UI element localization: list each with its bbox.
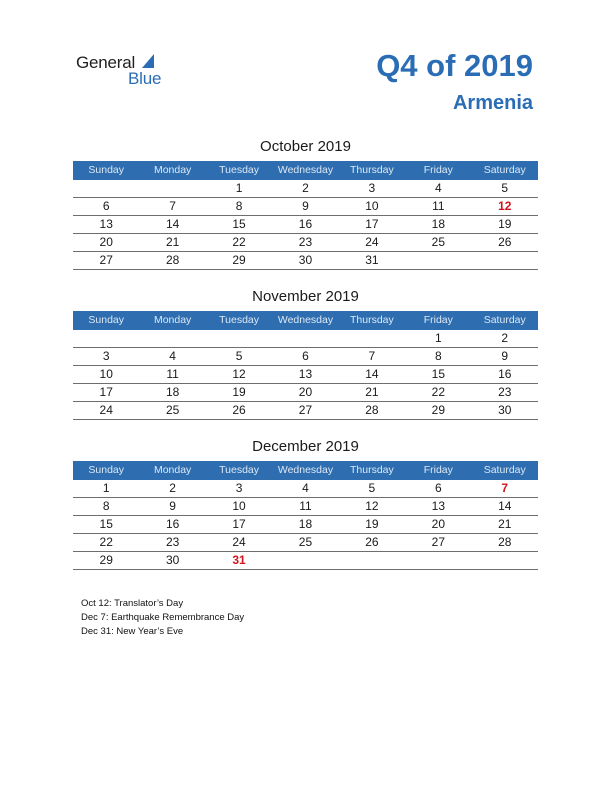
day-cell: 6 [302, 349, 309, 363]
day-cell: 23 [498, 385, 512, 399]
page-title: Q4 of 2019 [376, 48, 533, 83]
weekday-label: Sunday [88, 464, 125, 476]
calendar-december [73, 436, 538, 570]
calendar-october [73, 136, 538, 270]
week-row [73, 252, 538, 270]
day-cell: 5 [368, 481, 376, 495]
day-cell: 30 [165, 553, 180, 567]
holiday-notes [81, 597, 244, 639]
day-cell: 13 [99, 217, 113, 231]
day-cell: 16 [298, 217, 313, 231]
weekday-label: Thursday [350, 314, 394, 326]
logo-triangle-icon [142, 54, 154, 68]
day-cell: 24 [232, 535, 246, 549]
weekday-label: Wednesday [277, 314, 334, 326]
weekday-label: Friday [423, 164, 453, 176]
day-cell [339, 330, 405, 347]
day-cell [272, 330, 338, 347]
day-cell: 24 [365, 235, 379, 249]
week-row [73, 198, 538, 216]
day-cell: 29 [431, 403, 445, 417]
day-cell [73, 180, 139, 197]
day-cell [73, 330, 139, 347]
day-cell: 4 [434, 181, 442, 195]
day-cell [206, 330, 272, 347]
calendar-november [73, 286, 538, 420]
day-cell: 7 [501, 481, 509, 495]
weekday-label: Tuesday [219, 164, 259, 176]
week-row [73, 234, 538, 252]
day-cell: 10 [365, 199, 379, 213]
day-cell: 23 [298, 235, 313, 249]
day-cell: 27 [298, 403, 313, 417]
weekday-header [73, 461, 538, 480]
day-cell: 15 [232, 217, 246, 231]
day-cell: 3 [235, 481, 243, 495]
day-cell: 1 [102, 481, 110, 495]
day-cell: 7 [169, 199, 176, 213]
day-cell: 2 [302, 181, 309, 195]
logo [76, 53, 176, 89]
holiday-note: Dec 7: Earthquake Remembrance Day [81, 612, 245, 623]
day-cell: 18 [165, 385, 180, 399]
day-cell: 12 [365, 499, 379, 513]
week-row [73, 402, 538, 420]
day-cell: 28 [365, 403, 379, 417]
weeks [73, 330, 538, 420]
week-row [73, 498, 538, 516]
day-cell: 28 [165, 253, 180, 267]
weekday-label: Friday [423, 314, 453, 326]
day-cell: 20 [431, 517, 445, 531]
week-row [73, 330, 538, 348]
day-cell: 4 [302, 481, 309, 495]
week-row [73, 516, 538, 534]
day-cell: 29 [99, 553, 113, 567]
day-cell: 27 [431, 535, 445, 549]
weekday-label: Sunday [88, 164, 125, 176]
month-title: November 2019 [252, 288, 359, 305]
country-name: Armenia [452, 92, 533, 114]
day-cell: 25 [431, 235, 445, 249]
day-cell: 10 [232, 499, 246, 513]
day-cell: 16 [165, 517, 180, 531]
day-cell: 9 [501, 349, 509, 363]
day-cell [139, 180, 205, 197]
day-cell: 14 [498, 499, 512, 513]
day-cell: 20 [298, 385, 313, 399]
day-cell [405, 552, 471, 569]
weekday-label: Friday [423, 464, 453, 476]
day-cell [272, 552, 338, 569]
day-cell: 29 [232, 253, 246, 267]
day-cell: 17 [365, 217, 379, 231]
weeks [73, 480, 538, 570]
day-cell: 2 [169, 481, 176, 495]
day-cell: 22 [431, 385, 445, 399]
day-cell: 22 [232, 235, 246, 249]
day-cell [472, 552, 538, 569]
day-cell: 4 [169, 349, 176, 363]
day-cell [139, 330, 205, 347]
day-cell: 10 [99, 367, 113, 381]
day-cell [472, 252, 538, 269]
weekday-label: Wednesday [277, 164, 334, 176]
weekday-label: Thursday [350, 164, 394, 176]
day-cell: 9 [302, 199, 309, 213]
day-cell: 15 [431, 367, 445, 381]
day-cell: 3 [368, 181, 376, 195]
day-cell: 7 [368, 349, 376, 363]
day-cell: 1 [434, 331, 442, 345]
day-cell: 19 [365, 517, 379, 531]
day-cell: 19 [498, 217, 512, 231]
day-cell: 11 [432, 199, 445, 213]
weekday-label: Saturday [483, 164, 526, 176]
day-cell: 25 [165, 403, 180, 417]
week-row [73, 552, 538, 570]
week-row [73, 366, 538, 384]
weekday-label: Monday [153, 164, 192, 176]
day-cell: 31 [365, 253, 379, 267]
week-row [73, 180, 538, 198]
weekday-header [73, 311, 538, 330]
week-row [73, 384, 538, 402]
day-cell: 12 [498, 199, 512, 213]
day-cell: 17 [232, 517, 246, 531]
weekday-label: Thursday [350, 464, 394, 476]
day-cell: 5 [235, 349, 243, 363]
day-cell: 26 [365, 535, 379, 549]
day-cell: 11 [166, 367, 179, 381]
day-cell: 18 [431, 217, 445, 231]
day-cell: 3 [102, 349, 110, 363]
day-cell: 22 [99, 535, 113, 549]
day-cell: 9 [169, 499, 176, 513]
day-cell: 15 [99, 517, 113, 531]
day-cell: 26 [498, 235, 512, 249]
day-cell: 27 [99, 253, 113, 267]
day-cell: 18 [298, 517, 313, 531]
day-cell: 1 [235, 181, 243, 195]
month-title: December 2019 [252, 438, 359, 455]
weekday-label: Monday [153, 464, 192, 476]
day-cell: 17 [99, 385, 113, 399]
weekday-label: Sunday [88, 314, 125, 326]
weekday-label: Saturday [483, 314, 526, 326]
weekday-label: Tuesday [219, 464, 259, 476]
day-cell: 28 [498, 535, 512, 549]
day-cell: 25 [298, 535, 313, 549]
week-row [73, 480, 538, 498]
weekday-label: Tuesday [219, 314, 259, 326]
day-cell: 20 [99, 235, 113, 249]
day-cell: 6 [102, 199, 110, 213]
day-cell: 6 [434, 481, 442, 495]
logo-text-blue: Blue [128, 69, 162, 88]
day-cell: 14 [365, 367, 379, 381]
weekday-label: Monday [153, 314, 192, 326]
day-cell [405, 252, 471, 269]
day-cell: 8 [434, 349, 442, 363]
day-cell: 14 [165, 217, 180, 231]
day-cell: 21 [165, 235, 180, 249]
day-cell: 30 [498, 403, 512, 417]
week-row [73, 216, 538, 234]
month-title: October 2019 [260, 138, 351, 155]
day-cell: 13 [431, 499, 445, 513]
day-cell: 2 [501, 331, 509, 345]
day-cell: 8 [235, 199, 243, 213]
day-cell: 16 [498, 367, 512, 381]
weekday-label: Saturday [483, 464, 526, 476]
day-cell: 26 [232, 403, 246, 417]
day-cell: 11 [299, 499, 312, 513]
day-cell: 8 [102, 499, 110, 513]
day-cell: 19 [232, 385, 246, 399]
weekday-header [73, 161, 538, 180]
weeks [73, 180, 538, 270]
week-row [73, 348, 538, 366]
day-cell: 21 [365, 385, 379, 399]
holiday-note: Oct 12: Translator’s Day [81, 598, 184, 609]
day-cell: 12 [232, 367, 246, 381]
weekday-label: Wednesday [277, 464, 334, 476]
day-cell: 13 [298, 367, 313, 381]
day-cell: 24 [99, 403, 113, 417]
day-cell: 23 [165, 535, 180, 549]
logo-text-general: General [76, 53, 136, 72]
week-row [73, 534, 538, 552]
day-cell: 31 [232, 553, 246, 567]
holiday-note: Dec 31: New Year’s Eve [81, 626, 184, 637]
day-cell [339, 552, 405, 569]
day-cell: 21 [498, 517, 512, 531]
day-cell: 30 [298, 253, 313, 267]
day-cell: 5 [501, 181, 509, 195]
